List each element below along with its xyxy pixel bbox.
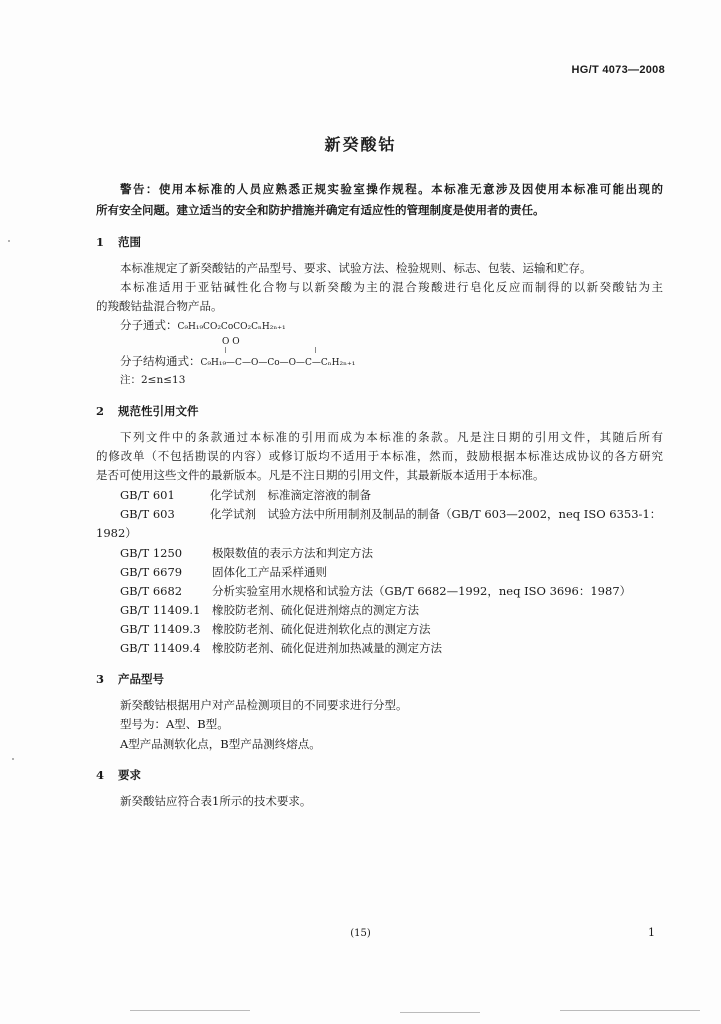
reference-code: GB/T 6679 [120, 565, 183, 579]
reference-code: GB/T 603 [120, 507, 175, 521]
reference-code: GB/T 601 [120, 488, 175, 502]
section-1-number: 1 [96, 235, 105, 249]
section-1-heading [96, 234, 141, 250]
scan-edge-line [560, 1010, 700, 1011]
section-2-number: 2 [96, 404, 105, 418]
s2-paragraph-line-2: 的修改单（不包括勘误的内容）或修订版均不适用于本标准，然而，鼓励根据本标准达成协议的各方研究 [96, 449, 663, 463]
reference-item [120, 565, 327, 579]
s4-paragraph-1: 新癸酸钴应符合表1所示的技术要求。 [120, 794, 312, 808]
section-4-heading [96, 767, 141, 783]
section-1-title: 范围 [118, 235, 141, 249]
s1-paragraph-1: 本标准规定了新癸酸钴的产品型号、要求、试验方法、检验规则、标志、包装、运输和贮存。 [120, 261, 592, 275]
reference-title: 橡胶防老剂、硫化促进剂加热减量的测定方法 [212, 641, 442, 655]
section-4-title: 要求 [118, 768, 141, 782]
reference-item [120, 603, 419, 617]
s2-paragraph-line-1: 下列文件中的条款通过本标准的引用而成为本标准的条款。凡是注日期的引用文件，其随后所有 [120, 430, 663, 444]
reference-item [120, 641, 442, 655]
scan-speck [8, 240, 10, 242]
reference-title: 固体化工产品采样通则 [212, 565, 327, 579]
reference-item [120, 622, 431, 636]
double-bond-mark-right [315, 347, 316, 353]
reference-item [120, 507, 661, 521]
section-3-number: 3 [96, 672, 105, 686]
s3-paragraph-2: 型号为：A型、B型。 [120, 717, 229, 731]
s3-paragraph-1: 新癸酸钴根据用户对产品检测项目的不同要求进行分型。 [120, 698, 408, 712]
section-3-title: 产品型号 [118, 672, 164, 686]
formula-label: 分子通式： [120, 318, 178, 332]
formula-note: 注：2≤n≤13 [120, 374, 186, 386]
reference-title: 极限数值的表示方法和判定方法 [212, 546, 373, 560]
double-bond-mark-left [225, 347, 226, 353]
reference-item [120, 584, 631, 598]
formula-row [120, 318, 286, 334]
structure-carbonyl-oxygens: O O [222, 337, 240, 347]
scan-speck [12, 758, 14, 760]
s3-paragraph-3: A型产品测软化点，B型产品测终熔点。 [120, 737, 321, 751]
reference-code: GB/T 11409.3 [120, 622, 201, 636]
reference-item [120, 488, 371, 502]
standard-number: HG/T 4073—2008 [571, 64, 665, 76]
reference-code: GB/T 11409.1 [120, 603, 201, 617]
reference-code: GB/T 1250 [120, 546, 183, 560]
structure-formula: C₉H₁₉—C—O—Co—O—C—CₙH₂ₙ₊₁ [200, 358, 356, 368]
reference-title: 橡胶防老剂、硫化促进剂软化点的测定方法 [212, 622, 431, 636]
reference-code: GB/T 6682 [120, 584, 183, 598]
section-4-number: 4 [96, 768, 105, 782]
reference-item [120, 546, 373, 560]
section-3-heading [96, 671, 164, 687]
section-2-heading [96, 403, 199, 419]
warning-line-2: 所有安全问题。建立适当的安全和防护措施并确定有适应性的管理制度是使用者的责任。 [96, 203, 545, 217]
scan-edge-line [130, 1010, 250, 1011]
s2-paragraph-line-3: 是否可使用这些文件的最新版本。凡是不注日期的引用文件，其最新版本适用于本标准。 [96, 468, 545, 482]
section-2-title: 规范性引用文件 [118, 404, 199, 418]
page-mark: (15) [350, 928, 371, 939]
reference-title: 分析实验室用水规格和试验方法（GB/T 6682—1992，neq ISO 3696：1987） [212, 584, 632, 598]
s1-paragraph-2-line-2: 的羧酸钴盐混合物产品。 [96, 299, 223, 313]
page-number: 1 [648, 926, 655, 939]
reference-title: 化学试剂 试验方法中所用制剂及制品的制备（GB/T 603—2002，neq ISO 6353-1： [210, 507, 662, 521]
structure-label: 分子结构通式： [120, 354, 201, 368]
structure-row [120, 354, 355, 370]
reference-code: GB/T 11409.4 [120, 641, 201, 655]
reference-continuation: 1982） [96, 526, 137, 540]
formula: C₉H₁₉CO₂CoCO₂CₙH₂ₙ₊₁ [177, 322, 286, 332]
reference-title: 化学试剂 标准滴定溶液的制备 [210, 488, 371, 502]
reference-title: 橡胶防老剂、硫化促进剂熔点的测定方法 [212, 603, 419, 617]
scan-edge-line [400, 1012, 480, 1013]
s1-paragraph-2-line-1: 本标准适用于亚钴碱性化合物与以新癸酸为主的混合羧酸进行皂化反应而制得的以新癸酸钴为主 [120, 280, 663, 294]
warning-line-1: 警告：使用本标准的人员应熟悉正规实验室操作规程。本标准无意涉及因使用本标准可能出现的 [120, 182, 663, 196]
document-title: 新癸酸钴 [324, 135, 397, 154]
